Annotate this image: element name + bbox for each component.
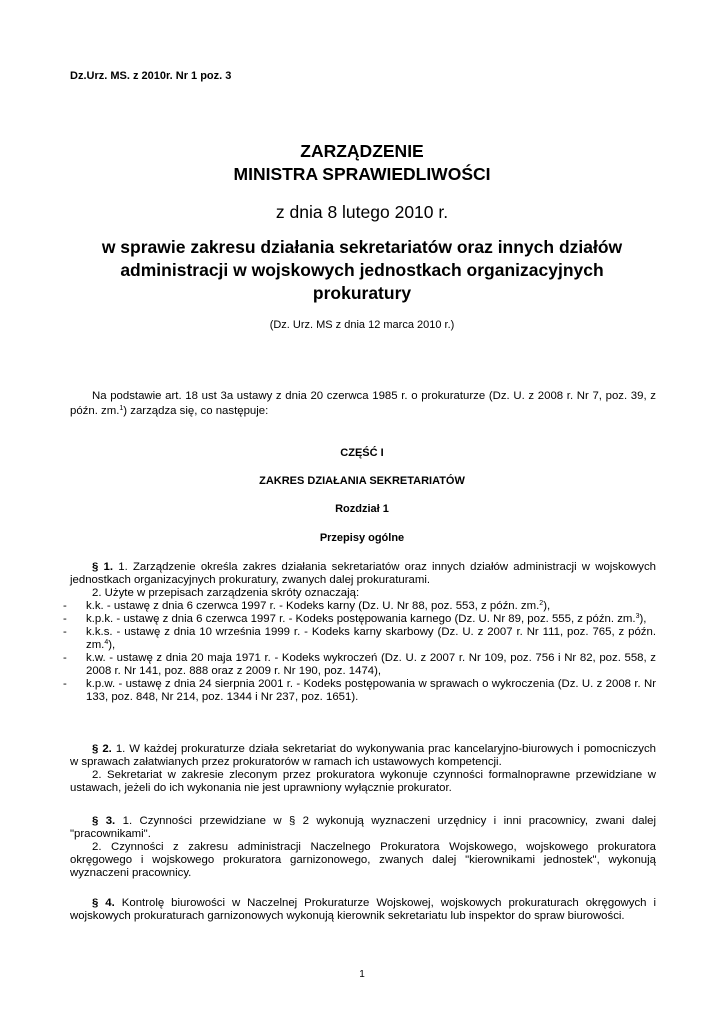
- part-heading: CZĘŚĆ I: [340, 447, 384, 459]
- title-line-2: MINISTRA SPRAWIEDLIWOŚCI: [233, 164, 491, 184]
- title-line-1: ZARZĄDZENIE: [300, 141, 424, 161]
- s3-mark: § 3.: [92, 815, 116, 827]
- s4-p1-text: Kontrolę biurowości w Naczelnej Prokuraturze Wojskowej, wojskowych prokuraturach okręgowych i wojskowych prokuraturach garnizonowych wykonują kierownik sekretariatu lub inspektor do spraw biurowości.: [70, 897, 656, 922]
- dash: -: [63, 613, 67, 625]
- s1-mark: § 1.: [92, 561, 114, 573]
- dash: -: [63, 678, 67, 690]
- section-3: [70, 815, 656, 880]
- s2-mark: § 2.: [92, 743, 112, 755]
- s2-paragraph-1: [70, 743, 656, 769]
- preamble-text-1: Na podstawie art. 18 ust 3a ustawy z dnia 20 czerwca 1985 r. o prokuraturze (Dz. U. z 2008 r. Nr 7, poz. 39, z późn. zm.: [70, 390, 656, 417]
- chapter-heading: Rozdział 1: [335, 503, 389, 515]
- section-2: [70, 743, 656, 795]
- journal-reference: Dz.Urz. MS. z 2010r. Nr 1 poz. 3: [70, 70, 232, 82]
- s4-mark: § 4.: [92, 897, 115, 909]
- section-1: [63, 561, 656, 704]
- item-tail: ),: [639, 613, 647, 625]
- s3-p1-text: 1. Czynności przewidziane w § 2 wykonują wyznaczeni urzędnicy i inni pracownicy, zwani dalej "pracownikami".: [70, 815, 656, 840]
- section-4: [70, 897, 656, 923]
- item-text: k.k.s. - ustawę z dnia 10 września 1999 r. - Kodeks karny skarbowy (Dz. U. z 2007 r. Nr 111, poz. 765, z późn. zm.: [86, 626, 656, 651]
- subject-line-1: w sprawie zakresu działania sekretariatów oraz innych działów: [101, 237, 623, 257]
- preamble: [70, 389, 656, 419]
- abbrev-item: [63, 600, 656, 613]
- abbrev-item: [63, 652, 656, 678]
- s2-paragraph-2: 2. Sekretariat w zakresie zleconym przez prokuratora wykonuje czynności formalnoprawne przewidziane w ustawach, jeżeli do ich wykonania nie jest uprawniony wyłącznie prokurator.: [70, 769, 656, 794]
- publication-note: (Dz. Urz. MS z dnia 12 marca 2010 r.): [269, 319, 455, 331]
- chapter-title: Przepisy ogólne: [319, 532, 405, 544]
- s1-paragraph-1: [70, 561, 656, 587]
- footnote-ref: 1: [119, 405, 124, 412]
- part-title: ZAKRES DZIAŁANIA SEKRETARIATÓW: [259, 475, 465, 487]
- dash: -: [63, 652, 67, 664]
- s4-paragraph-1: [70, 897, 656, 923]
- abbrev-item: [63, 678, 656, 704]
- preamble-text-2: ) zarządza się, co następuje:: [123, 405, 269, 417]
- subject-line-3: prokuratury: [312, 283, 412, 303]
- footnote-ref: 4: [104, 639, 109, 646]
- item-text: k.p.w. - ustawę z dnia 24 sierpnia 2001 r. - Kodeks postępowania w sprawach o wykroczenia (Dz. U. z 2008 r. Nr 133, poz. 848, Nr 214, poz. 1344 i Nr 237, poz. 1651).: [86, 678, 656, 703]
- item-text: k.p.k. - ustawę z dnia 6 czerwca 1997 r. - Kodeks postępowania karnego (Dz. U. Nr 89, poz. 555, z późn. zm.: [86, 613, 636, 625]
- abbrev-item: [63, 626, 656, 652]
- item-tail: ),: [108, 639, 116, 651]
- item-text: k.k. - ustawę z dnia 6 czerwca 1997 r. - Kodeks karny (Dz. U. Nr 88, poz. 553, z późn. zm.: [86, 600, 540, 612]
- item-tail: ),: [543, 600, 551, 612]
- s3-paragraph-1: [70, 815, 656, 841]
- s2-p1-text: 1. W każdej prokuraturze działa sekretariat do wykonywania prac kancelaryjno-biurowych i pomocniczych w sprawach załatwianych przez prokuratorów w ramach ich ustawowych kompetencji.: [70, 743, 656, 768]
- page-number: 1: [359, 969, 365, 980]
- s3-paragraph-2: 2. Czynności z zakresu administracji Naczelnego Prokuratora Wojskowego, wojskowego prokuratora okręgowego i wojskowego prokuratora garnizonowego, zwanych dalej "kierownikami jednostek", wykonują wyznaczeni pracownicy.: [70, 841, 656, 879]
- footnote-ref: 3: [635, 613, 640, 620]
- dash: -: [63, 600, 67, 612]
- s1-p1-text: 1. Zarządzenie określa zakres działania sekretariatów oraz innych działów administracji w wojskowych jednostkach organizacyjnych prokuratury, zwanych dalej prokuraturami.: [70, 561, 656, 586]
- document-date: z dnia 8 lutego 2010 r.: [275, 202, 449, 222]
- item-text: k.w. - ustawę z dnia 20 maja 1971 r. - Kodeks wykroczeń (Dz. U. z 2007 r. Nr 109, poz. 756 i Nr 82, poz. 558, z 2008 r. Nr 141, poz. 888 oraz z 2009 r. Nr 190, poz. 1474),: [86, 652, 656, 677]
- footnote-ref: 2: [539, 600, 544, 607]
- dash: -: [63, 626, 67, 638]
- s1-paragraph-2: 2. Użyte w przepisach zarządzenia skróty oznaczają:: [92, 587, 360, 599]
- subject-line-2: administracji w wojskowych jednostkach organizacyjnych: [120, 260, 604, 280]
- abbrev-item: [63, 613, 656, 626]
